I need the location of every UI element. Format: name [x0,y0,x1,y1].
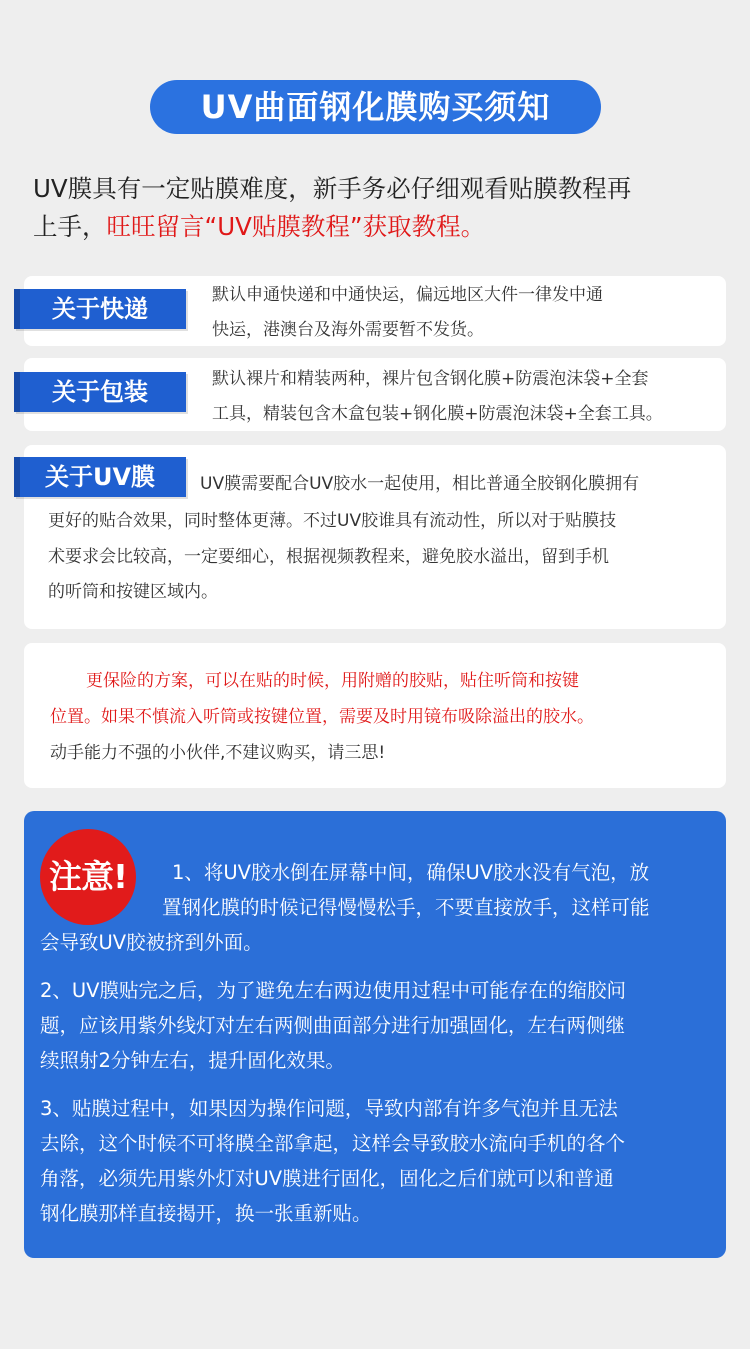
notice-panel [24,811,726,1258]
tag-uv: 关于UV膜 [14,457,186,497]
section-package [24,358,726,431]
uv-line-1: UV膜需要配合UV胶水一起使用，相比普通全胶钢化膜拥有 [200,474,640,494]
warning-line-1: 更保险的方案，可以在贴的时候，用附赠的胶贴，贴住听筒和按键 [86,671,579,691]
notice-p2-line-1: 2、UV膜贴完之后，为了避免左右两边使用过程中可能存在的缩胶问 [40,979,627,1002]
express-text [212,278,717,348]
intro-line-2-prefix: 上手， [33,212,107,241]
express-line-1: 默认申通快递和中通快运，偏远地区大件一律发中通 [212,285,603,305]
tag-package: 关于包装 [14,372,186,412]
uv-line-3: 术要求会比较高，一定要细心，根据视频教程来，避免胶水溢出，留到手机 [48,547,609,567]
section-express [24,276,726,346]
notice-p3-line-4: 钢化膜那样直接揭开，换一张重新贴。 [40,1202,372,1225]
package-text [212,362,724,432]
warning-line-3: 动手能力不强的小伙伴,不建议购买，请三思! [50,743,386,763]
tag-express: 关于快递 [14,289,186,329]
warning-line-2: 位置。如果不慎流入听筒或按键位置，需要及时用镜布吸除溢出的胶水。 [50,707,594,727]
notice-p1-line-3: 会导致UV胶被挤到外面。 [40,931,263,954]
uv-line-2: 更好的贴合效果，同时整体更薄。不过UV胶谁具有流动性，所以对于贴膜技 [48,511,617,531]
uv-line-4: 的听筒和按键区域内。 [48,582,218,602]
page-title: UV曲面钢化膜购买须知 [150,80,601,134]
package-line-1: 默认裸片和精装两种，裸片包含钢化膜+防震泡沫袋+全套 [212,369,649,389]
notice-p3-line-3: 角落，必须先用紫外灯对UV膜进行固化，固化之后们就可以和普通 [40,1167,614,1190]
section-warning [24,643,726,788]
intro-highlight: 旺旺留言“UV贴膜教程”获取教程。 [106,212,486,241]
notice-p3-line-1: 3、贴膜过程中，如果因为操作问题，导致内部有许多气泡并且无法 [40,1097,618,1120]
warning-text [50,663,710,771]
package-line-2: 工具，精装包含木盒包装+钢化膜+防震泡沫袋+全套工具。 [212,404,663,424]
intro-line-2 [33,208,723,246]
express-line-2: 快运，港澳台及海外需要暂不发货。 [212,320,484,340]
notice-p3-line-2: 去除，这个时候不可将膜全部拿起，这样会导致胶水流向手机的各个 [40,1132,626,1155]
notice-p2-line-2: 题，应该用紫外线灯对左右两侧曲面部分进行加强固化，左右两侧继 [40,1014,626,1037]
notice-p2-line-3: 续照射2分钟左右，提升固化效果。 [40,1049,345,1072]
intro-line-1: UV膜具有一定贴膜难度，新手务必仔细观看贴膜教程再 [33,174,632,203]
intro-text [33,170,723,246]
attention-badge: 注意! [40,829,136,925]
section-uv [24,445,726,629]
notice-p1-line-1: 1、将UV胶水倒在屏幕中间，确保UV胶水没有气泡，放 [172,861,650,884]
notice-p1-line-2: 置钢化膜的时候记得慢慢松手，不要直接放手，这样可能 [162,896,650,919]
